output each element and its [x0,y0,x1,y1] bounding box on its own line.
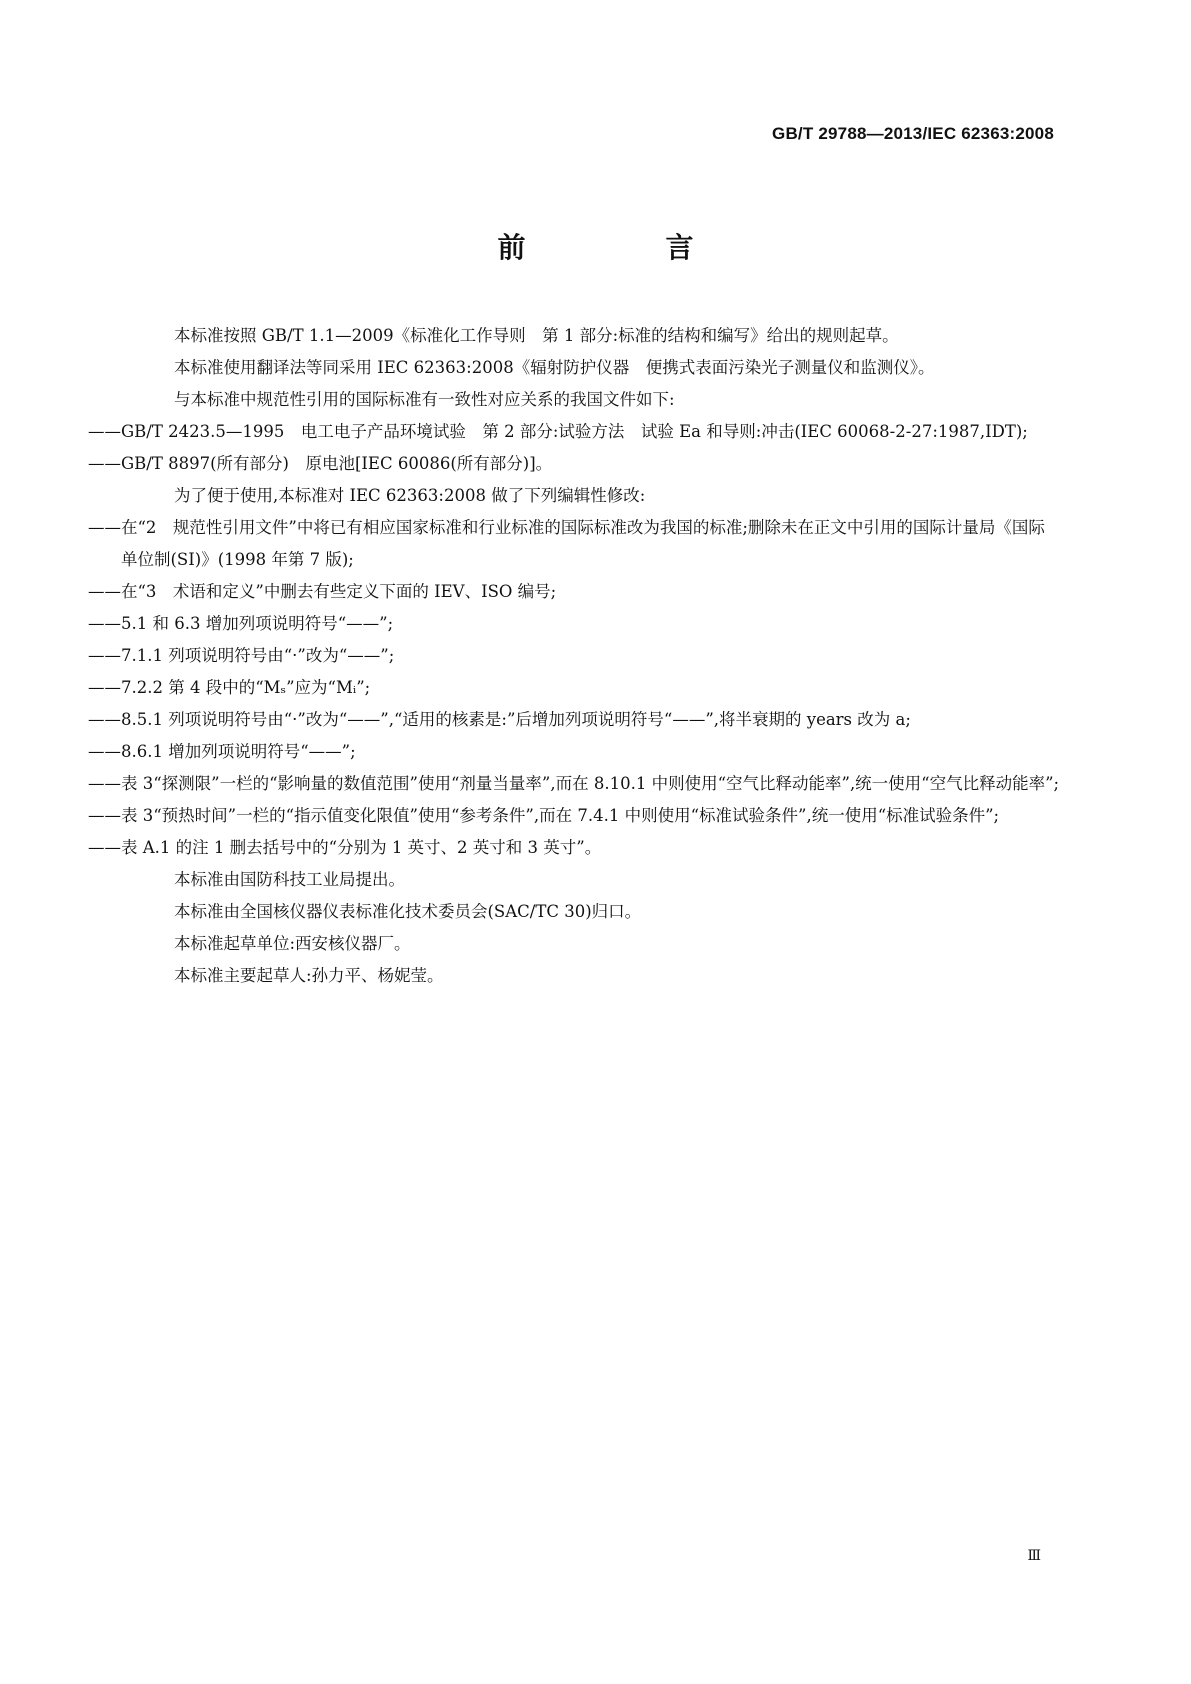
list-item-table3-detection-limit: ——表 3“探测限”一栏的“影响量的数值范围”使用“剂量当量率”,而在 8.10.1 中则使用“空气比释动能率”,统一使用“空气比释动能率”; [88,774,1060,793]
list-item-table-a1: ——表 A.1 的注 1 删去括号中的“分别为 1 英寸、2 英寸和 3 英寸”。 [88,838,602,857]
list-item-8-5-1: ——8.5.1 列项说明符号由“·”改为“——”,“适用的核素是:”后增加列项说明符号“——”,将半衰期的 years 改为 a; [88,710,911,729]
foreword-body [88,320,1061,992]
paragraph-correspondence-intro: 与本标准中规范性引用的国际标准有一致性对应关系的我国文件如下: [174,390,675,409]
paragraph-adoption: 本标准使用翻译法等同采用 IEC 62363:2008《辐射防护仪器 便携式表面污染光子测量仪和监测仪》。 [174,358,935,377]
paragraph-drafting-unit: 本标准起草单位:西安核仪器厂。 [174,934,411,953]
list-item-7-2-2: ——7.2.2 第 4 段中的“Mₛ”应为“Mᵢ”; [88,678,371,697]
list-item-gbt8897: ——GB/T 8897(所有部分) 原电池[IEC 60086(所有部分)]。 [88,454,553,473]
paragraph-committee: 本标准由全国核仪器仪表标准化技术委员会(SAC/TC 30)归口。 [174,902,642,921]
list-item-8-6-1: ——8.6.1 增加列项说明符号“——”; [88,742,356,761]
page-title: 前 言 [497,231,750,264]
list-item-table3-warmup: ——表 3“预热时间”一栏的“指示值变化限值”使用“参考条件”,而在 7.4.1 中则使用“标准试验条件”,统一使用“标准试验条件”; [88,806,1000,825]
paragraph-drafting-rules: 本标准按照 GB/T 1.1—2009《标准化工作导则 第 1 部分:标准的结构和编写》给出的规则起草。 [174,326,899,345]
list-item-gbt2423: ——GB/T 2423.5—1995 电工电子产品环境试验 第 2 部分:试验方法 试验 Ea 和导则:冲击(IEC 60068-2-27:1987,IDT); [88,422,1028,441]
paragraph-drafters: 本标准主要起草人:孙力平、杨妮莹。 [174,966,444,985]
paragraph-editorial-intro: 为了便于使用,本标准对 IEC 62363:2008 做了下列编辑性修改: [174,486,646,505]
list-item-terms: ——在“3 术语和定义”中删去有些定义下面的 IEV、ISO 编号; [88,582,557,601]
list-item-normative-refs: ——在“2 规范性引用文件”中将已有相应国家标准和行业标准的国际标准改为我国的标准;删除未在正文中引用的国际计量局《国际单位制(SI)》(1998 年第 7 版); [88,518,1045,569]
paragraph-proposer: 本标准由国防科技工业局提出。 [174,870,405,889]
list-item-5-1: ——5.1 和 6.3 增加列项说明符号“——”; [88,614,394,633]
list-item-7-1-1: ——7.1.1 列项说明符号由“·”改为“——”; [88,646,395,665]
page-number: Ⅲ [1027,1548,1041,1564]
standard-code: GB/T 29788—2013/IEC 62363:2008 [772,124,1054,143]
